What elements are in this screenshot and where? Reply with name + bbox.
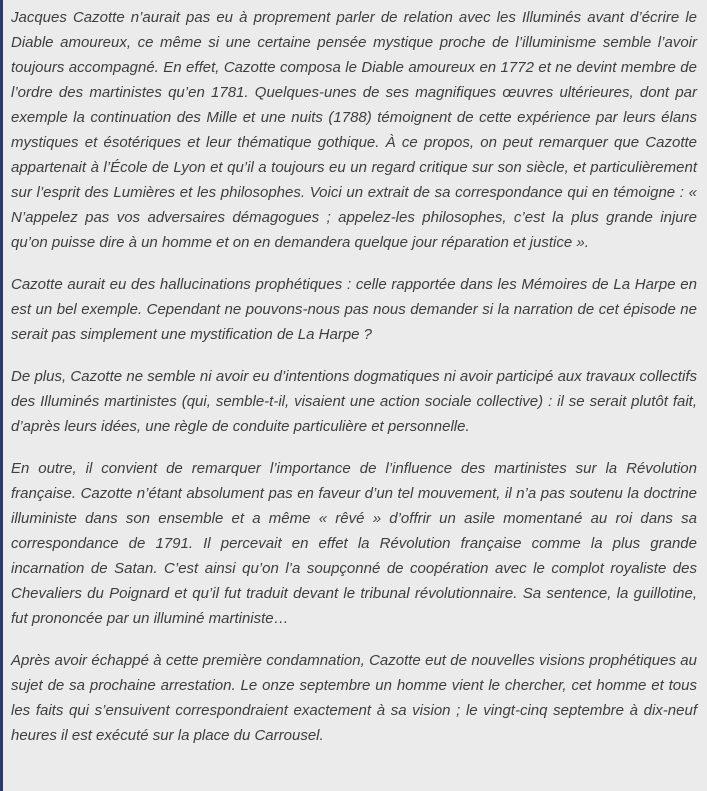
- paragraph-revolution-francaise: En outre, il convient de remarquer l’importance de l’influence des martinistes sur la Révolution française. Cazotte n’étant absolument pas en faveur d’un tel mouvement, il n’a pas soutenu la doctrine illuministe dans son ensemble et a même « rêvé » d’offrir un asile momentané au roi dans sa correspondance de 1791. Il percevait en effet la Révolution française comme la plus grande incarnation de Satan. C’est ainsi qu’on l’a soupçonné de coopération avec le complot royaliste des Chevaliers du Poignard et qu’il fut traduit devant le tribunal révolutionnaire. Sa sentence, la guillotine, fut prononcée par un illuminé martiniste…: [11, 460, 697, 627]
- paragraph-execution-carrousel: Après avoir échappé à cette première condamnation, Cazotte eut de nouvelles visions prophétiques au sujet de sa prochaine arrestation. Le onze septembre un homme vient le chercher, cet homme et tous les faits qui s’ensuivent correspondraient exactement à sa vision ; le vingt-cinq septembre à dix-neuf heures il est exécuté sur la place du Carrousel.: [11, 652, 697, 744]
- paragraph-cazotte-illumines: Jacques Cazotte n’aurait pas eu à proprement parler de relation avec les Illuminés avant d’écrire le Diable amoureux, ce même si une certaine pensée mystique proche de l’illuminisme semble l’avoir toujours accompagné. En effet, Cazotte composa le Diable amoureux en 1772 et ne devint membre de l’ordre des martinistes qu’en 1781. Quelques-unes de ses magnifiques œuvres ultérieures, dont par exemple la continuation des Mille et une nuits (1788) témoignent de cette expérience par leurs élans mystiques et ésotériques et leur thématique gothique. À ce propos, on peut remarquer que Cazotte appartenait à l’École de Lyon et qu’il a toujours eu un regard critique sur son siècle, et particulièrement sur l’esprit des Lumières et les philosophes. Voici un extrait de sa correspondance qui en témoigne : « N’appelez pas vos adversaires démagogues ; appelez-les philosophes, c’est la plus grande injure qu’on puisse dire à un homme et on en demandera quelque jour réparation et justice ».: [11, 9, 697, 251]
- paragraph-intentions-dogmatiques: De plus, Cazotte ne semble ni avoir eu d’intentions dogmatiques ni avoir participé aux travaux collectifs des Illuminés martinistes (qui, semble-t-il, visaient une action sociale collective) : il se serait plutôt fait, d’après leurs idées, une règle de conduite particulière et personnelle.: [11, 368, 697, 435]
- paragraph-hallucinations-prophetiques: Cazotte aurait eu des hallucinations prophétiques : celle rapportée dans les Mémoires de La Harpe en est un bel exemple. Cependant ne pouvons-nous pas nous demander si la narration de cet épisode ne serait pas simplement une mystification de La Harpe ?: [11, 276, 697, 343]
